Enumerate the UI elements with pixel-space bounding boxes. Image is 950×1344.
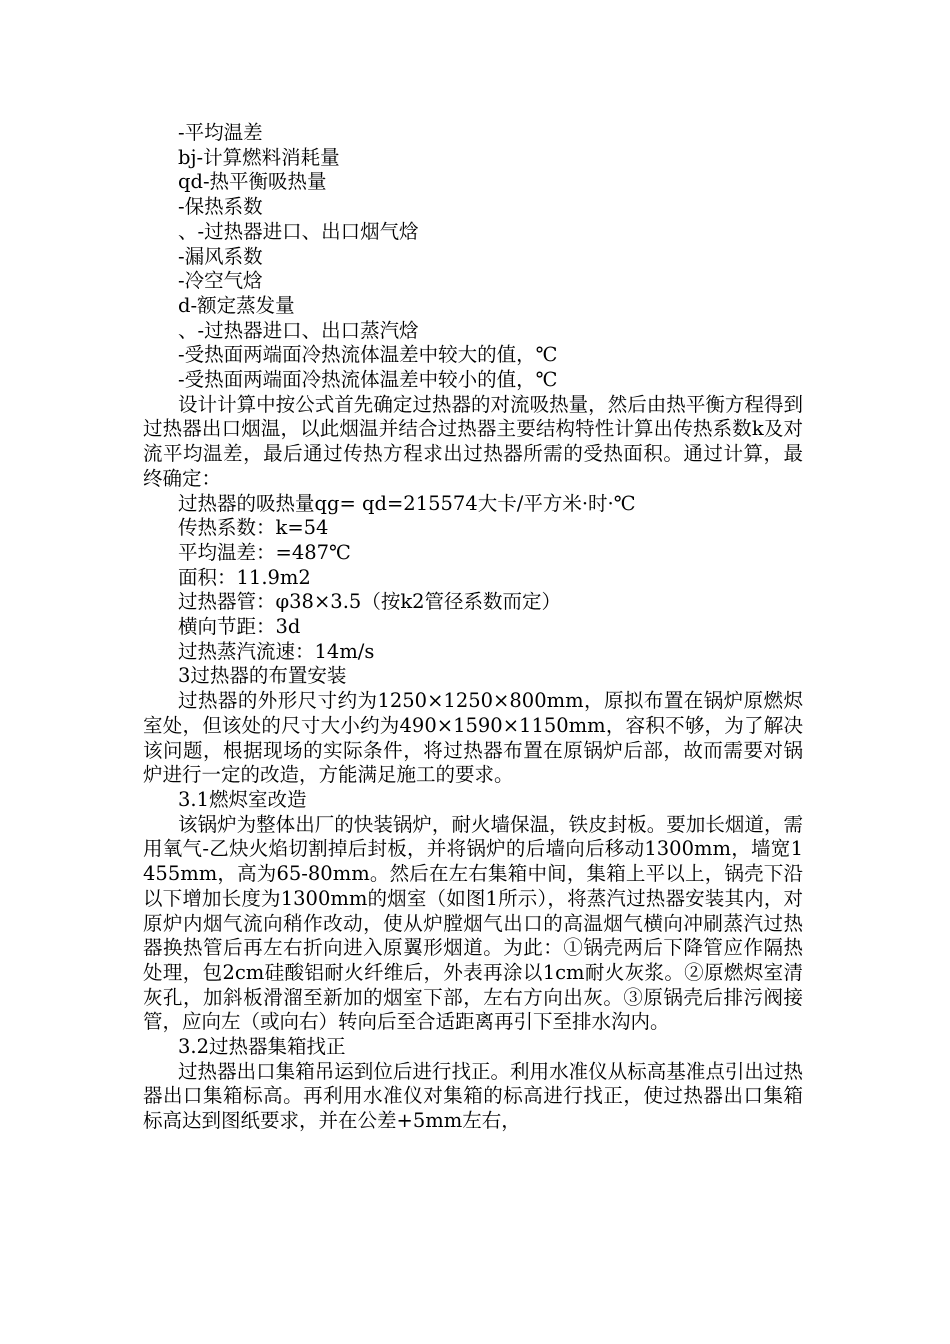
result-line: 横向节距：3d: [178, 615, 301, 639]
section-heading: 3.1燃烬室改造: [178, 787, 307, 811]
definition-line: -保热系数: [178, 195, 263, 219]
design-paragraph: 设计计算中按公式首先确定过热器的对流吸热量，然后由热平衡方程得到过热器出口烟温，以此烟温并结合过热器主要结构特性计算出传热系数k及对流平均温差，最后通过传热方程求出过热器所需的受热面积。通过计算，最终确定：: [143, 392, 803, 490]
definition-line: -冷空气焓: [178, 269, 263, 293]
definition-line: -漏风系数: [178, 244, 263, 268]
section-heading: 3.2过热器集箱找正: [178, 1035, 346, 1059]
result-line: 面积：11.9m2: [178, 565, 311, 589]
section-heading: 3过热器的布置安装: [178, 664, 347, 688]
definition-line: 、-过热器进口、出口烟气焓: [178, 219, 419, 243]
section-paragraph: 过热器出口集箱吊运到位后进行找正。利用水准仪从标高基准点引出过热器出口集箱标高。再利用水准仪对集箱的标高进行找正，使过热器出口集箱标高达到图纸要求，并在公差+5mm左右，: [143, 1059, 803, 1133]
result-line: 传热系数：k=54: [178, 516, 329, 540]
result-line: 过热器的吸热量qg= qd=215574大卡/平方米·时·℃: [178, 491, 636, 515]
definition-line: bj-计算燃料消耗量: [178, 145, 340, 169]
result-line: 过热器管：φ38×3.5（按k2管径系数而定）: [178, 590, 562, 614]
definition-line: -平均温差: [178, 121, 263, 144]
definition-line: qd-热平衡吸热量: [178, 170, 327, 194]
result-line: 平均温差：=487℃: [178, 540, 351, 564]
section-paragraph: 过热器的外形尺寸约为1250×1250×800mm，原拟布置在锅炉原燃烬室处，但该处的尺寸大小约为490×1590×1150mm，容积不够，为了解决该问题，根据现场的实际条件，将过热器布置在原锅炉后部，故而需要对锅炉进行一定的改造，方能满足施工的要求。: [143, 689, 803, 787]
result-line: 过热蒸汽流速：14m/s: [178, 639, 375, 663]
definition-line: d-额定蒸发量: [178, 293, 295, 317]
section-paragraph: 该锅炉为整体出厂的快装锅炉，耐火墙保温，铁皮封板。要加长烟道，需用氧气-乙炔火焰切割掉后封板，并将锅炉的后墙向后移动1300mm，墙宽1455mm，高为65-80mm。然后在左右集箱中间，集箱上平以上，锅壳下沿以下增加长度为1300mm的烟室（如图1所示），将蒸汽过热器安装其内，对原炉内烟气流向稍作改动，使从炉膛烟气出口的高温烟气横向冲刷蒸汽过热器换热管后再左右折向进入原翼形烟道。为此：①锅壳两后下降管应作隔热处理，包2cm硅酸铝耐火纤维后，外表再涂以1cm耐火灰浆。②原燃烬室清灰孔，加斜板滑溜至新加的烟室下部，左右方向出灰。③原锅壳后排污阀接管，应向左（或向右）转向后至合适距离再引下至排水沟内。: [143, 812, 803, 1034]
symbol-definitions: [143, 121, 803, 393]
definition-line: -受热面两端面冷热流体温差中较大的值，℃: [178, 343, 558, 367]
definition-line: 、-过热器进口、出口蒸汽焓: [178, 318, 419, 342]
definition-line: -受热面两端面冷热流体温差中较小的值，℃: [178, 368, 558, 392]
calculation-results: [143, 492, 803, 665]
document-body: [143, 121, 803, 1134]
